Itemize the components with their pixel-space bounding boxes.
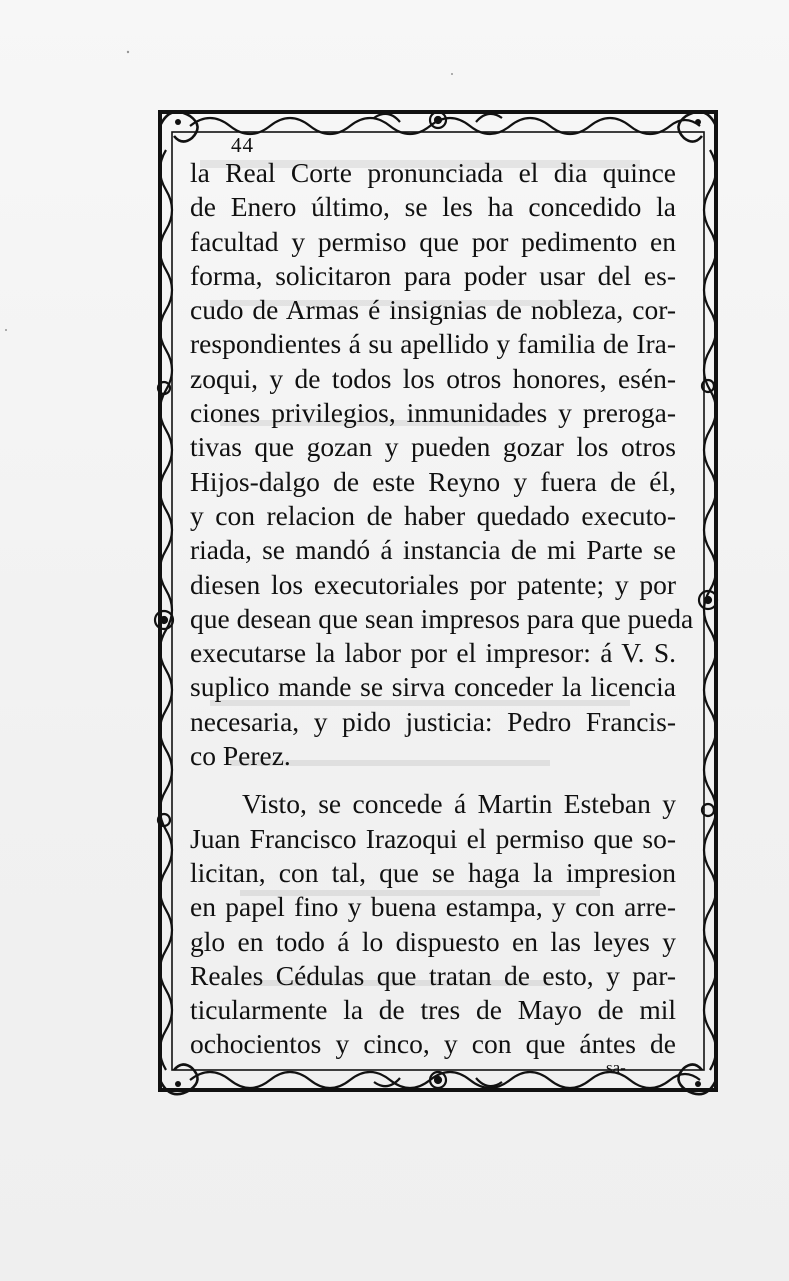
text-line: cudo de Armas é insignias de nobleza, cor- <box>190 294 676 326</box>
text-line: diesen los executoriales por patente; y por <box>190 568 676 600</box>
text-line: en papel fino y buena estampa, y con arre- <box>190 891 676 923</box>
text-line: executarse la labor por el impresor: á V. S. <box>190 637 676 669</box>
text-line: glo en todo á lo dispuesto en las leyes y <box>190 925 676 957</box>
text-line: forma, solicitaron para poder usar del es- <box>190 259 676 291</box>
text-line: Reales Cédulas que tratan de esto, y par- <box>190 959 676 991</box>
text-line: licitan, con tal, que se haga la impresion <box>190 856 676 888</box>
text-line: zoqui, y de todos los otros honores, esén- <box>190 362 676 394</box>
text-line: suplico mande se sirva conceder la licencia <box>190 671 676 703</box>
text-line: de Enero último, se les ha concedido la <box>190 191 676 223</box>
text-line: Juan Francisco Irazoqui el permiso que so- <box>190 822 676 854</box>
page-number: 44 <box>231 133 254 157</box>
text-line: y con relacion de haber quedado executo- <box>190 499 676 531</box>
text-line: respondientes á su apellido y familia de Ira- <box>190 328 676 360</box>
text-line: co Perez. <box>190 740 291 772</box>
text-line: la Real Corte pronunciada el dia quince <box>190 157 676 188</box>
text-line: necesaria, y pido justicia: Pedro Francis- <box>190 705 676 737</box>
body-text <box>190 152 694 1060</box>
text-line: ochocientos y cinco, y con que ántes de <box>190 1028 676 1060</box>
text-line: ticularmente la de tres de Mayo de mil <box>190 994 676 1026</box>
catchword: sa- <box>606 1058 626 1077</box>
text-line: Hijos-dalgo de este Reyno y fuera de él, <box>190 465 676 497</box>
text-line: tivas que gozan y pueden gozar los otros <box>190 431 676 463</box>
paragraph-start-line: Visto, se concede á Martin Esteban y <box>242 788 676 820</box>
text-line: que desean que sean impresos para que pueda <box>190 602 694 634</box>
text-line: ciones privilegios, inmunidades y preroga- <box>190 397 676 429</box>
text-line: facultad y permiso que por pedimento en <box>190 225 676 257</box>
text-line: riada, se mandó á instancia de mi Parte se <box>190 534 676 566</box>
